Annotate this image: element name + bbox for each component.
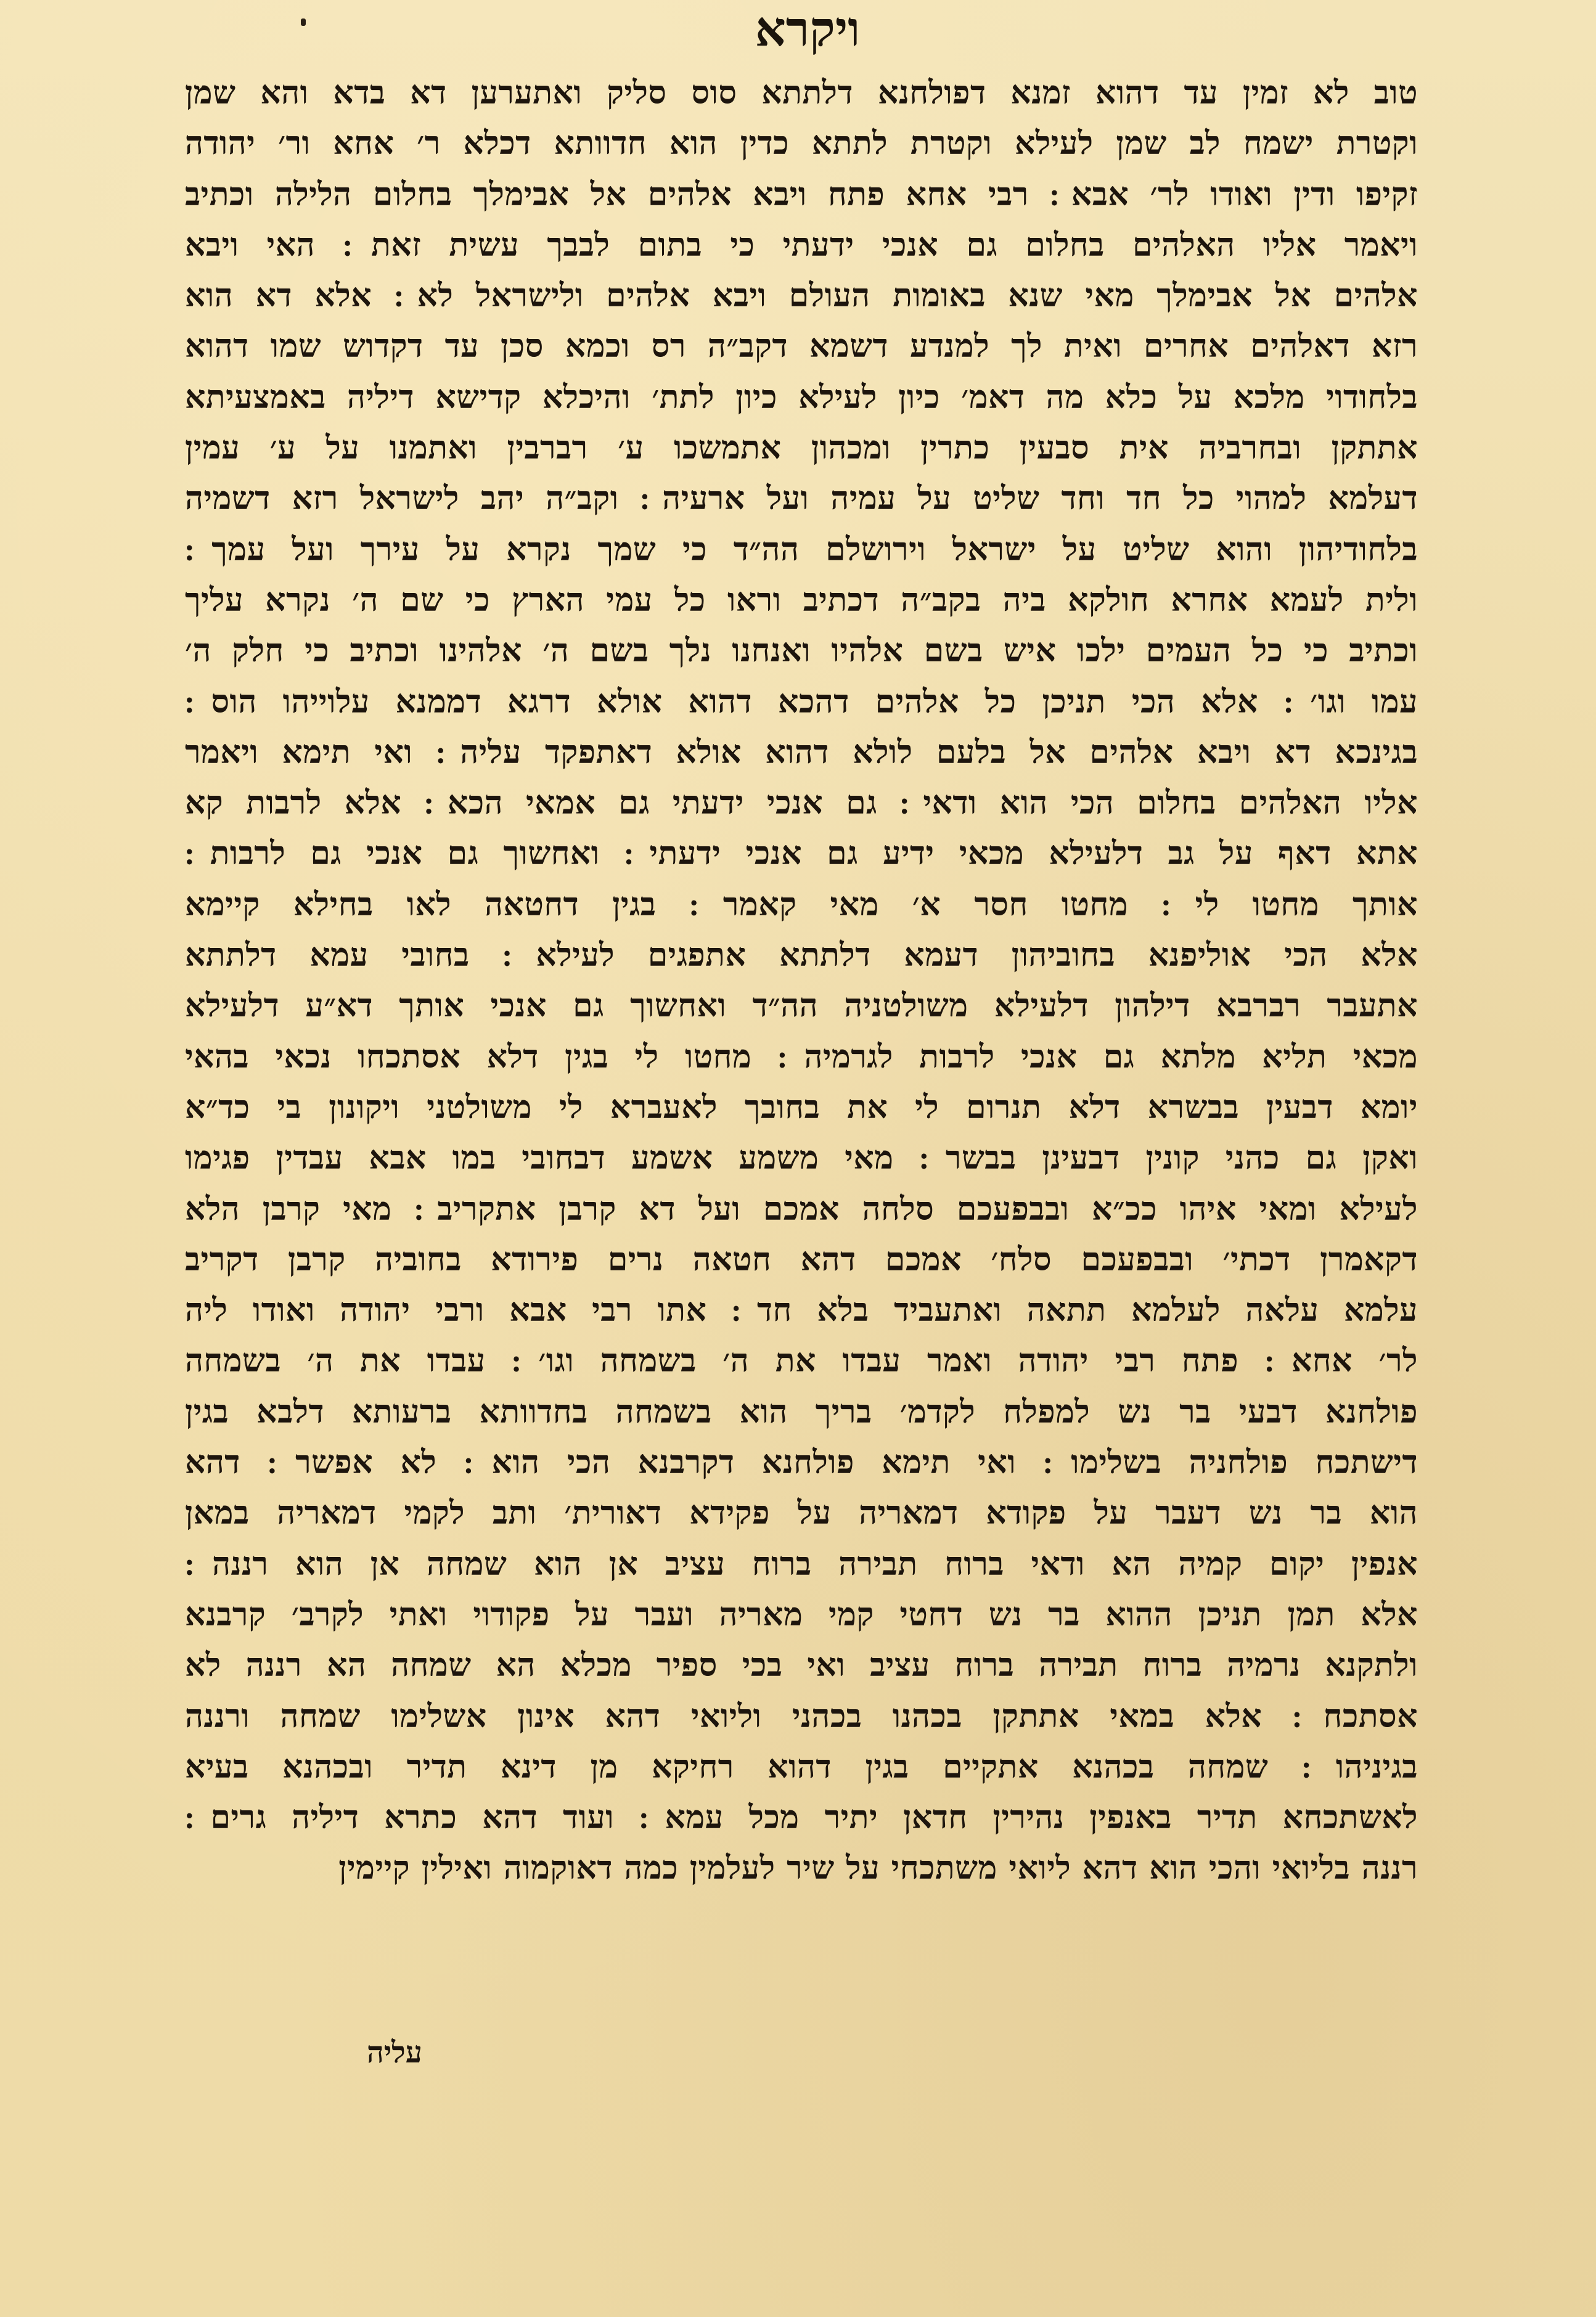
page-header: ויקרא <box>755 1 861 57</box>
text-line: אנפין יקום קמיה הא ודאי ברוח תבירה ברוח עציב אן הוא שמחה אן הוא רננה ׃ <box>185 1545 1418 1583</box>
text-line: רננה בליואי והכי הוא דהא ליואי משתכחי על שיר לעלמין כמה דאוקמוה ואילין קיימין <box>338 1849 1418 1887</box>
main-text-block <box>185 68 1418 1894</box>
text-line: ויאמר אליו האלהים בחלום גם אנכי ידעתי כי בתום לבבך עשית זאת ׃ האי ויבא <box>185 226 1418 264</box>
text-line: לעילא ומאי איהו ככ״א ובבפעכם סלחה אמכם ועל דא קרבן אתקריב ׃ מאי קרבן הלא <box>185 1190 1418 1228</box>
text-line: אלא תמן תניכן ההוא בר נש דחטי קמי מאריה ועבר על פקודוי ואתי לקרב׳ קרבנא <box>185 1595 1418 1633</box>
text-line: אליו האלהים בחלום הכי הוא ודאי ׃ גם אנכי ידעתי גם אמאי הכא ׃ אלא לרבות קא <box>185 784 1418 822</box>
text-line: יומא דבעין בבשרא דלא תנרום לי את בחובך לאעברא לי משולטני ויקונון בי כד״א <box>185 1088 1418 1126</box>
text-line: לאשתכחא תדיר באנפין נהירין חדאן יתיר מכל עמא ׃ ועוד דהא כתרא דיליה גרים ׃ <box>185 1799 1418 1837</box>
catchword: עליה <box>367 2035 422 2070</box>
text-line: רזא דאלהים אחרים ואית לך למנדע דשמא דקב״ה רס וכמא סכן עד דקדוש שמו דהוא <box>185 327 1418 366</box>
text-line: עמו וגו׳ ׃ אלא הכי תניכן כל אלהים דהכא דהוא אולא דרגא דממנא עלוייהו הוס ׃ <box>185 682 1418 721</box>
text-line: בלחודיהון והוא שליט על ישראל וירושלם הה״ד כי שמך נקרא על עירך ועל עמך ׃ <box>185 530 1418 568</box>
text-line: עלמא עלאה לעלמא תתאה ואתעביד בלא חד ׃ אתו רבי אבא ורבי יהודה ואודו ליה <box>185 1291 1418 1330</box>
text-line: בלחודוי מלכא על כלא מה דאמ׳ כיון לעילא כיון לתת׳ והיכלא קדישא דיליה באמצעיתא <box>185 378 1418 416</box>
text-line: בגינכא דא ויבא אלהים אל בלעם לולא דהוא אולא דאתפקד עליה ׃ ואי תימא ויאמר <box>185 733 1418 771</box>
ink-dot <box>301 18 306 26</box>
text-line: אתעבר רברבא דילהון דלעילא משולטניה הה״ד ואחשוך גם אנכי אותך דא״ע דלעילא <box>185 987 1418 1025</box>
text-line: טוב לא זמין עד דהוא זמנא דפולחנא דלתתא סוס סליק ואתערען דא בדא והא שמן <box>185 74 1418 112</box>
text-line: דקאמרן דכתי׳ ובבפעכם סלח׳ אמכם דהא חטאה נרים פירודא בחוביה קרבן דקריב <box>185 1240 1418 1278</box>
text-line: בגיניהו ׃ שמחה בכהנא אתקיים בגין דהוא רחיקא מן דינא תדיר ובכהנא בעיא <box>185 1747 1418 1786</box>
text-line: זקיפו ודין ואודו לר׳ אבא ׃ רבי אחא פתח ויבא אלהים אל אבימלך בחלום הלילה וכתיב <box>185 175 1418 213</box>
text-line: אתתקן ובחרביה אית סבעין כתרין ומכהון אתמשכו ע׳ רברבין ואתמנו על ע׳ עמין <box>185 429 1418 467</box>
text-line: ואקן גם כהני קונין דבעינן בבשר ׃ מאי משמע אשמע דבחובי במו אבא עבדין פגימו <box>185 1139 1418 1177</box>
text-line: אלהים אל אבימלך מאי שנא באומות העולם ויבא אלהים ולישראל לא ׃ אלא דא הוא <box>185 277 1418 315</box>
text-line: אתא דאף על גב דלעילא מכאי ידיע גם אנכי ידעתי ׃ ואחשוך גם אנכי גם לרבות ׃ <box>185 835 1418 873</box>
text-line: מכאי תליא מלתא גם אנכי לרבות לגרמיה ׃ מחטו לי בגין דלא אסתכחו נכאי בהאי <box>185 1037 1418 1076</box>
text-line: ולתקנא נרמיה ברוח תבירה ברוח עציב ואי בכי ספיר מכלא הא שמחה הא רננה לא <box>185 1646 1418 1685</box>
text-line: אותך מחטו לי ׃ מחטו חסר א׳ מאי קאמר ׃ בגין דחטאה לאו בחילא קיימא <box>185 885 1418 923</box>
text-line: וקטרת ישמח לב שמן לעילא וקטרת לתתא כדין הוא חדוותא דכלא ר׳ אחא ור׳ יהודה <box>185 125 1418 163</box>
text-line: וכתיב כי כל העמים ילכו איש בשם אלהיו ואנחנו נלך בשם ה׳ אלהינו וכתיב כי חלק ה׳ <box>185 632 1418 670</box>
text-line: הוא בר נש דעבר על פקודא דמאריה על פקידא דאורית׳ ותב לקמי דמאריה במאן <box>185 1494 1418 1532</box>
text-line: דישתכח פולחניה בשלימו ׃ ואי תימא פולחנא דקרבנא הכי הוא ׃ לא אפשר ׃ דהא <box>185 1444 1418 1482</box>
text-line: לר׳ אחא ׃ פתח רבי יהודה ואמר עבדו את ה׳ בשמחה וגו׳ ׃ עבדו את ה׳ בשמחה <box>185 1342 1418 1380</box>
text-line: אסתכח ׃ אלא במאי אתתקן בכהנו בכהני וליואי דהא אינון אשלימו שמחה ורננה <box>185 1697 1418 1735</box>
text-line: פולחנא דבעי בר נש למפלח לקדמ׳ בריך הוא בשמחה בחדוותא ברעותא דלבא בגין <box>185 1392 1418 1431</box>
text-line: ולית לעמא אחרא חולקא ביה בקב״ה דכתיב וראו כל עמי הארץ כי שם ה׳ נקרא עליך <box>185 581 1418 619</box>
text-line: דעלמא למהוי כל חד וחד שליט על עמיה ועל ארעיה ׃ וקב״ה יהב לישראל רזא דשמיה <box>185 480 1418 518</box>
text-line: אלא הכי אוליפנא בחוביהון דעמא דלתתא אתפגים לעילא ׃ בחובי עמא דלתתא <box>185 936 1418 975</box>
